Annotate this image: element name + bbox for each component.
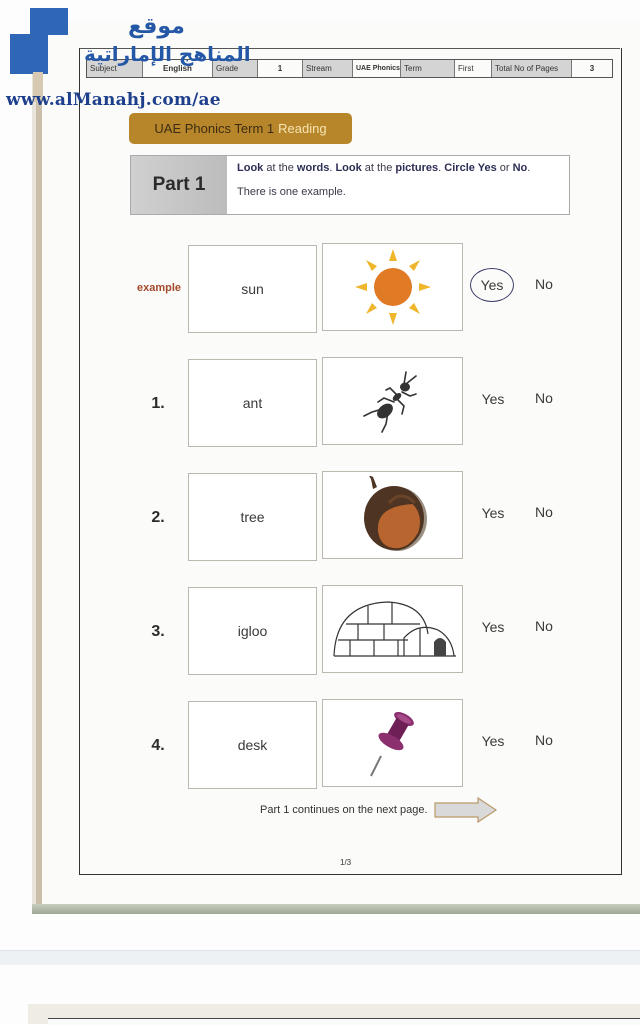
arrow-right-icon bbox=[434, 797, 498, 823]
acorn-icon bbox=[353, 475, 433, 555]
stream-value: UAE Phonics bbox=[353, 60, 401, 77]
word-box: igloo bbox=[188, 587, 317, 675]
part-label: Part 1 bbox=[131, 156, 227, 214]
title-accent: Reading bbox=[278, 121, 327, 136]
no-option[interactable]: No bbox=[535, 504, 553, 520]
ant-icon bbox=[358, 366, 428, 436]
total-pages-label: Total No of Pages bbox=[492, 60, 572, 77]
question-row-4 bbox=[0, 699, 640, 789]
question-number: 3. bbox=[151, 623, 165, 640]
site-logo-icon bbox=[10, 8, 68, 73]
question-row-1 bbox=[0, 357, 640, 447]
no-option[interactable]: No bbox=[535, 618, 553, 634]
stream-label: Stream bbox=[303, 60, 353, 77]
question-number: 2. bbox=[151, 509, 165, 526]
no-option[interactable]: No bbox=[535, 276, 553, 292]
picture-box bbox=[322, 357, 463, 445]
grade-label: Grade bbox=[213, 60, 258, 77]
word-box: tree bbox=[188, 473, 317, 561]
page-number: 1/3 bbox=[340, 858, 352, 867]
word-box: ant bbox=[188, 359, 317, 447]
watermark-url[interactable]: www.alManahj.com/ae bbox=[6, 90, 221, 110]
paper-edge bbox=[32, 904, 640, 914]
term-label: Term bbox=[401, 60, 455, 77]
yes-option[interactable]: Yes bbox=[481, 619, 505, 635]
part-instructions-box bbox=[130, 155, 570, 215]
watermark-arabic-name: المناهج الإماراتية bbox=[84, 42, 251, 66]
yes-option[interactable]: Yes bbox=[481, 391, 505, 407]
yes-option[interactable]: Yes bbox=[481, 505, 505, 521]
subject-label: Subject bbox=[87, 60, 143, 77]
instruction-note: There is one example. bbox=[237, 186, 346, 198]
picture-box bbox=[322, 243, 463, 331]
title-main: UAE Phonics Term 1 bbox=[154, 121, 275, 136]
question-row-2 bbox=[0, 471, 640, 561]
question-row-example bbox=[0, 243, 640, 333]
igloo-icon bbox=[328, 594, 458, 664]
example-label: example bbox=[136, 282, 182, 294]
instruction-line: Look at the words. Look at the pictures. Circle Yes or No. bbox=[237, 162, 531, 174]
watermark-arabic-site: موقع bbox=[128, 14, 185, 39]
title-badge bbox=[129, 113, 352, 144]
continues-text: Part 1 continues on the next page. bbox=[260, 804, 428, 816]
grade-value: 1 bbox=[258, 60, 303, 77]
page-divider bbox=[0, 950, 640, 965]
yes-option-circled[interactable]: Yes bbox=[470, 268, 514, 302]
sun-icon bbox=[353, 247, 433, 327]
question-number: 1. bbox=[151, 395, 165, 412]
picture-box bbox=[322, 699, 463, 787]
total-pages-value: 3 bbox=[589, 64, 595, 73]
yes-option[interactable]: Yes bbox=[481, 733, 505, 749]
no-option[interactable]: No bbox=[535, 732, 553, 748]
subject-value: English bbox=[143, 60, 213, 77]
part-instructions bbox=[227, 156, 530, 214]
picture-box bbox=[322, 471, 463, 559]
pushpin-icon bbox=[363, 708, 423, 778]
continues-note bbox=[260, 797, 498, 823]
term-value: First bbox=[455, 60, 492, 77]
picture-box bbox=[322, 585, 463, 673]
word-box: desk bbox=[188, 701, 317, 789]
no-option[interactable]: No bbox=[535, 390, 553, 406]
question-number: 4. bbox=[151, 737, 165, 754]
word-box: sun bbox=[188, 245, 317, 333]
question-row-3 bbox=[0, 585, 640, 675]
